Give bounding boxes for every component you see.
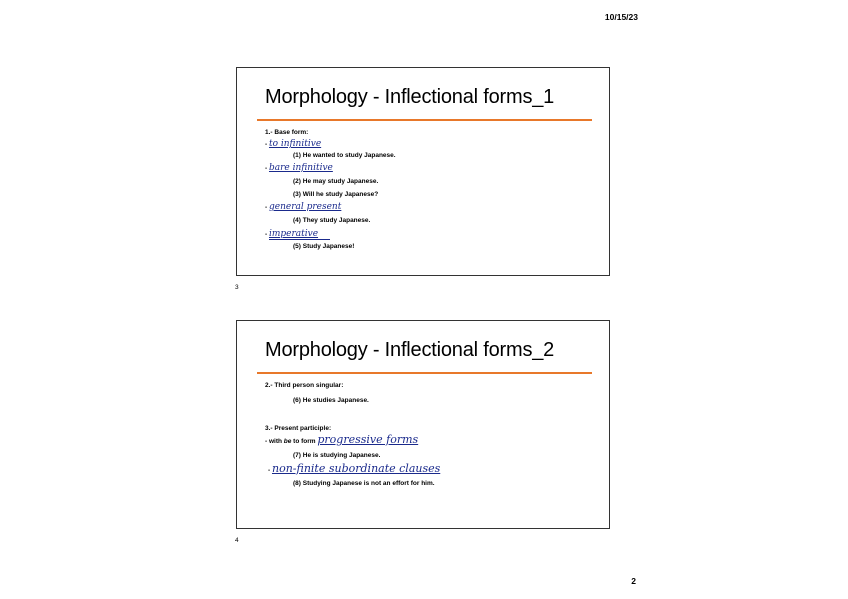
slide-title: Morphology - Inflectional forms_1 <box>265 86 555 108</box>
page-number: 2 <box>631 576 636 586</box>
example-sentence: (6) He studies Japanese. <box>293 397 369 404</box>
section-heading: 3.- Present participle: <box>265 425 332 432</box>
handwritten-line: - to infinitive <box>265 139 322 149</box>
example-sentence: (8) Studying Japanese is not an effort for him. <box>293 480 435 487</box>
section-heading: 1.- Base form: <box>265 129 309 136</box>
example-sentence: (7) He is studying Japanese. <box>293 452 381 459</box>
slide-number: 4 <box>235 537 239 544</box>
title-underline-rule <box>257 119 592 121</box>
handwritten-annotation: progressive forms <box>317 433 419 446</box>
handwritten-line: - with be to form progressive forms <box>265 433 419 446</box>
example-sentence: (3) Will he study Japanese? <box>293 191 379 198</box>
handwritten-line: - bare infinitive <box>265 163 333 173</box>
slide-4 <box>236 320 610 529</box>
example-sentence: (1) He wanted to study Japanese. <box>293 152 396 159</box>
title-underline-rule <box>257 372 592 374</box>
section-heading: 2.- Third person singular: <box>265 382 344 389</box>
slide-number: 3 <box>235 284 239 291</box>
page-date: 10/15/23 <box>604 12 638 22</box>
handwritten-annotation: imperative <box>269 229 330 240</box>
handwritten-line: - imperative <box>265 229 330 240</box>
slide-3 <box>236 67 610 276</box>
handwritten-line: - general present <box>265 202 342 212</box>
handwritten-annotation: to infinitive <box>268 139 322 149</box>
handwritten-line: - non-finite subordinate clauses <box>268 462 441 475</box>
example-sentence: (5) Study Japanese! <box>293 243 355 250</box>
example-sentence: (4) They study Japanese. <box>293 217 371 224</box>
handwritten-annotation: bare infinitive <box>268 163 333 173</box>
slide-title: Morphology - Inflectional forms_2 <box>265 339 555 361</box>
handwritten-annotation: non-finite subordinate clauses <box>271 462 441 475</box>
handwritten-annotation: general present <box>268 202 342 212</box>
example-sentence: (2) He may study Japanese. <box>293 178 379 185</box>
